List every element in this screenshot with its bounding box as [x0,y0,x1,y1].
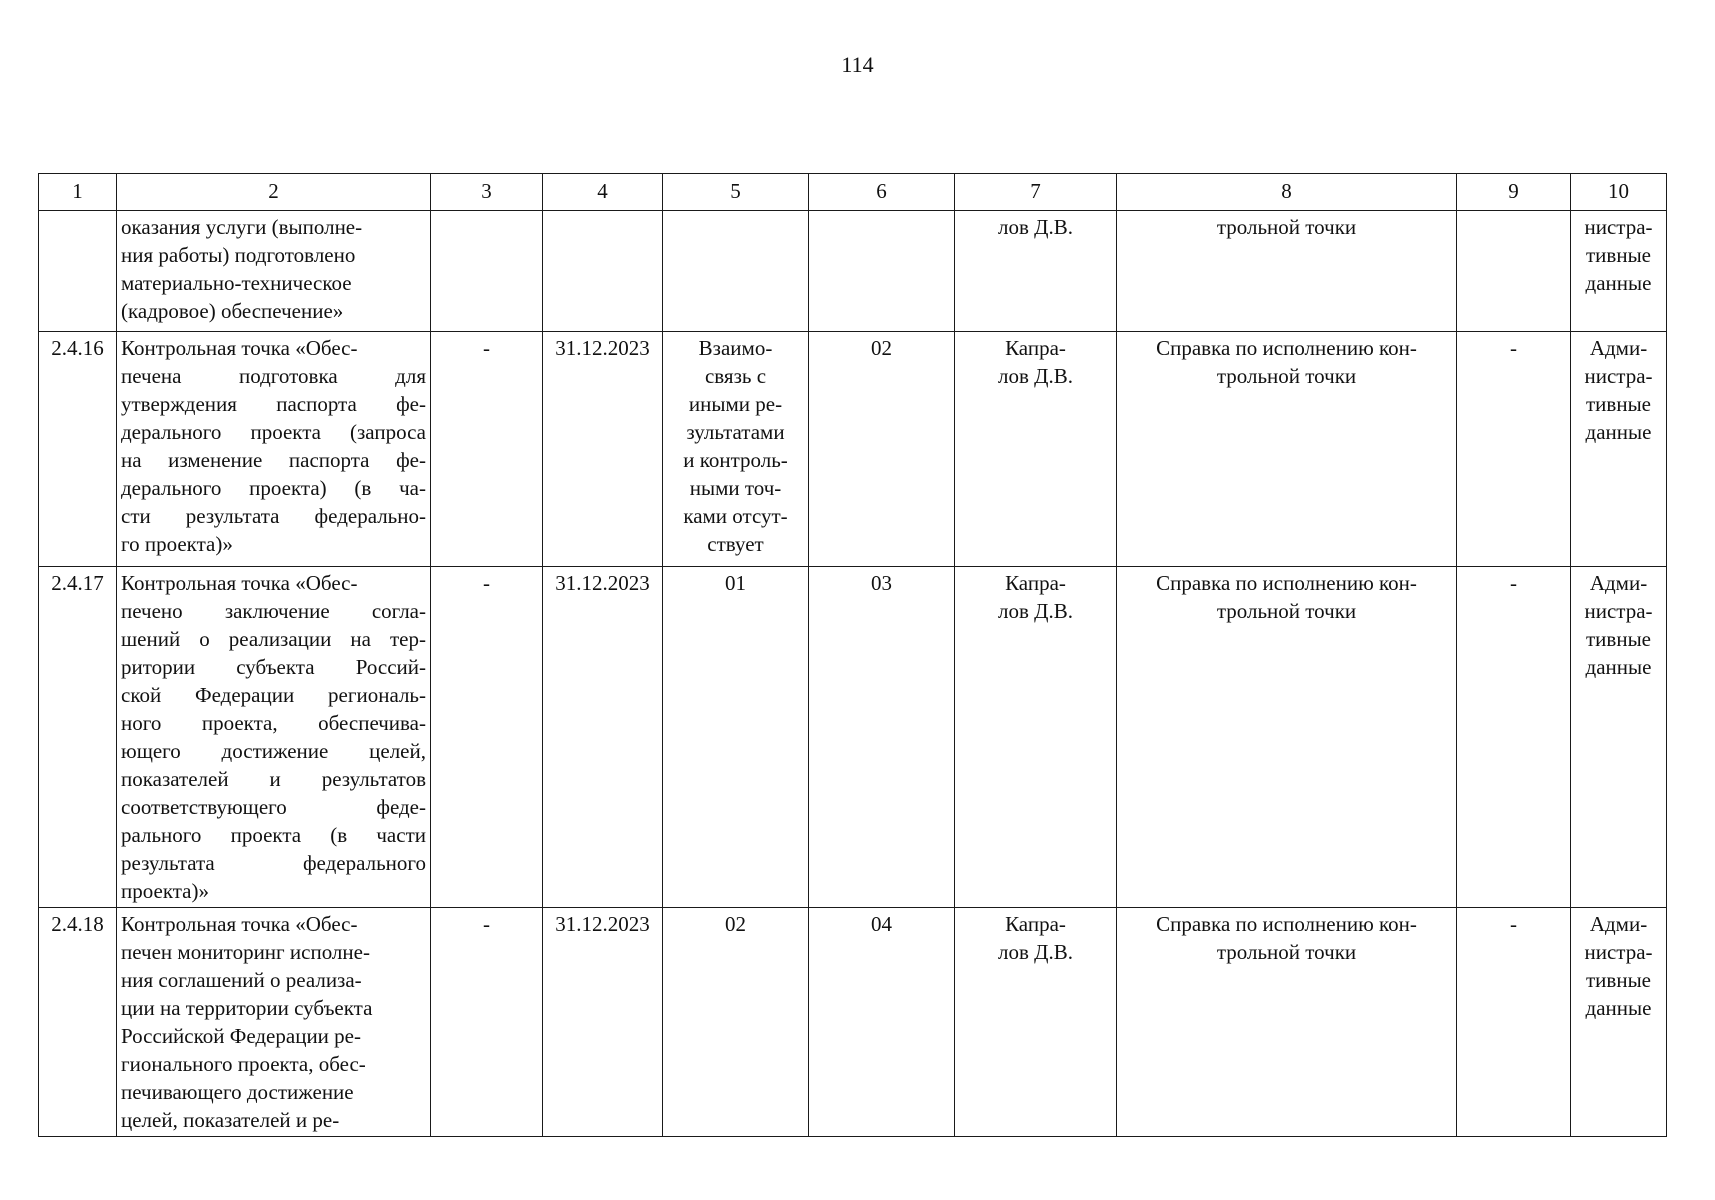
column-5-line: и контроль- [683,448,788,472]
responsible-cell [955,567,1117,908]
name-line: сти результата федерально- [121,504,426,528]
name-line: дерального проекта (запроса [121,420,426,444]
name-line: го проекта)» [121,532,233,556]
name-line: Контрольная точка «Обес- [121,571,358,595]
column-header: 9 [1457,174,1571,211]
document-line: Справка по исполнению кон- [1156,571,1417,595]
column-5-line: ками отсут- [683,504,788,528]
document-line: трольной точки [1216,364,1357,388]
source-line: данные [1585,996,1652,1020]
column-header: 3 [431,174,543,211]
control-point-name-cell [117,332,431,567]
column-3-cell: - [431,908,543,1137]
name-line: соответствующего феде- [121,795,426,819]
control-point-name-cell [117,211,431,332]
source-line: данные [1585,655,1652,679]
control-point-name-cell [117,567,431,908]
name-line: печивающего достижение [121,1080,354,1104]
column-header: 5 [663,174,809,211]
responsible-line: лов Д.В. [998,599,1073,623]
responsible-line: лов Д.В. [998,364,1073,388]
data-source-cell [1571,567,1667,908]
name-line: ния работы) подготовлено [121,243,356,267]
responsible-line: Капра- [1005,912,1066,936]
name-line: ющего достижение целей, [121,739,426,763]
name-line: ской Федерации региональ- [121,683,426,707]
column-5-line: 01 [725,571,746,595]
source-line: тивные [1586,627,1651,651]
responsible-cell [955,211,1117,332]
source-line: тивные [1586,968,1651,992]
name-line: гионального проекта, обес- [121,1052,366,1076]
column-header: 6 [809,174,955,211]
column-5-line: Взаимо- [698,336,773,360]
document-line: Справка по исполнению кон- [1156,912,1417,936]
column-9-cell: - [1457,908,1571,1137]
name-line: целей, показателей и ре- [121,1108,340,1132]
table-row [39,211,1667,332]
row-number-cell [39,211,117,332]
responsible-line: Капра- [1005,571,1066,595]
column-5-line: зультатами [686,420,785,444]
responsible-line: Капра- [1005,336,1066,360]
document-line: трольной точки [1216,599,1357,623]
column-header: 7 [955,174,1117,211]
column-header: 10 [1571,174,1667,211]
data-source-cell [1571,211,1667,332]
source-line: тивные [1586,392,1651,416]
column-3-cell: - [431,567,543,908]
document-cell [1117,211,1457,332]
column-6-cell: 02 [809,332,955,567]
document-table-wrapper [38,173,1666,1137]
column-9-cell: - [1457,567,1571,908]
name-line: печена подготовка для [121,364,426,388]
column-6-cell: 03 [809,567,955,908]
table-row [39,567,1667,908]
table-row [39,908,1667,1137]
source-line: Адми- [1589,336,1648,360]
source-line: Адми- [1589,571,1648,595]
name-line: оказания услуги (выполне- [121,215,363,239]
document-cell [1117,332,1457,567]
source-line: нистра- [1584,599,1653,623]
column-6-cell [809,211,955,332]
document-cell [1117,567,1457,908]
name-line: ции на территории субъекта [121,996,373,1020]
column-5-line: ными точ- [689,476,782,500]
responsible-line: лов Д.В. [998,215,1073,239]
column-5-cell [663,567,809,908]
control-point-name-cell [117,908,431,1137]
column-3-cell [431,211,543,332]
table-header-row [39,174,1667,211]
name-line: ритории субъекта Россий- [121,655,426,679]
responsible-cell [955,332,1117,567]
column-6-cell: 04 [809,908,955,1137]
column-5-line: иными ре- [688,392,783,416]
name-line: на изменение паспорта фе- [121,448,426,472]
page-number: 114 [841,52,874,77]
name-line: показателей и результатов [121,767,426,791]
column-5-cell [663,332,809,567]
source-line: нистра- [1584,364,1653,388]
column-9-cell [1457,211,1571,332]
name-line: Контрольная точка «Обес- [121,336,358,360]
column-5-cell [663,908,809,1137]
column-header: 1 [39,174,117,211]
column-9-cell: - [1457,332,1571,567]
control-points-table [38,173,1667,1137]
date-cell: 31.12.2023 [543,567,663,908]
source-line: данные [1585,420,1652,444]
column-5-line: связь с [704,364,767,388]
document-line: Справка по исполнению кон- [1156,336,1417,360]
source-line: нистра- [1584,215,1653,239]
name-line: ного проекта, обеспечива- [121,711,426,735]
name-line: (кадровое) обеспечение» [121,299,344,323]
name-line: ния соглашений о реализа- [121,968,362,992]
column-3-cell: - [431,332,543,567]
source-line: Адми- [1589,912,1648,936]
column-header: 4 [543,174,663,211]
data-source-cell [1571,908,1667,1137]
row-number-cell: 2.4.17 [39,567,117,908]
name-line: печено заключение согла- [121,599,426,623]
column-header: 8 [1117,174,1457,211]
name-line: результата федерального [121,851,426,875]
responsible-line: лов Д.В. [998,940,1073,964]
data-source-cell [1571,332,1667,567]
column-5-line: ствует [707,532,764,556]
name-line: печен мониторинг исполне- [121,940,370,964]
document-cell [1117,908,1457,1137]
name-line: Контрольная точка «Обес- [121,912,358,936]
source-line: данные [1585,271,1652,295]
row-number-cell: 2.4.16 [39,332,117,567]
source-line: нистра- [1584,940,1653,964]
date-cell: 31.12.2023 [543,908,663,1137]
column-header: 2 [117,174,431,211]
document-line: трольной точки [1216,215,1357,239]
source-line: тивные [1586,243,1651,267]
name-line: дерального проекта) (в ча- [121,476,426,500]
document-line: трольной точки [1216,940,1357,964]
name-line: шений о реализации на тер- [121,627,426,651]
name-line: утверждения паспорта фе- [121,392,426,416]
responsible-cell [955,908,1117,1137]
name-line: рального проекта (в части [121,823,426,847]
date-cell: 31.12.2023 [543,332,663,567]
name-line: материально-техническое [121,271,352,295]
date-cell [543,211,663,332]
column-5-cell [663,211,809,332]
column-5-line: 02 [725,912,746,936]
row-number-cell: 2.4.18 [39,908,117,1137]
name-line: проекта)» [121,879,209,903]
name-line: Российской Федерации ре- [121,1024,361,1048]
table-row [39,332,1667,567]
